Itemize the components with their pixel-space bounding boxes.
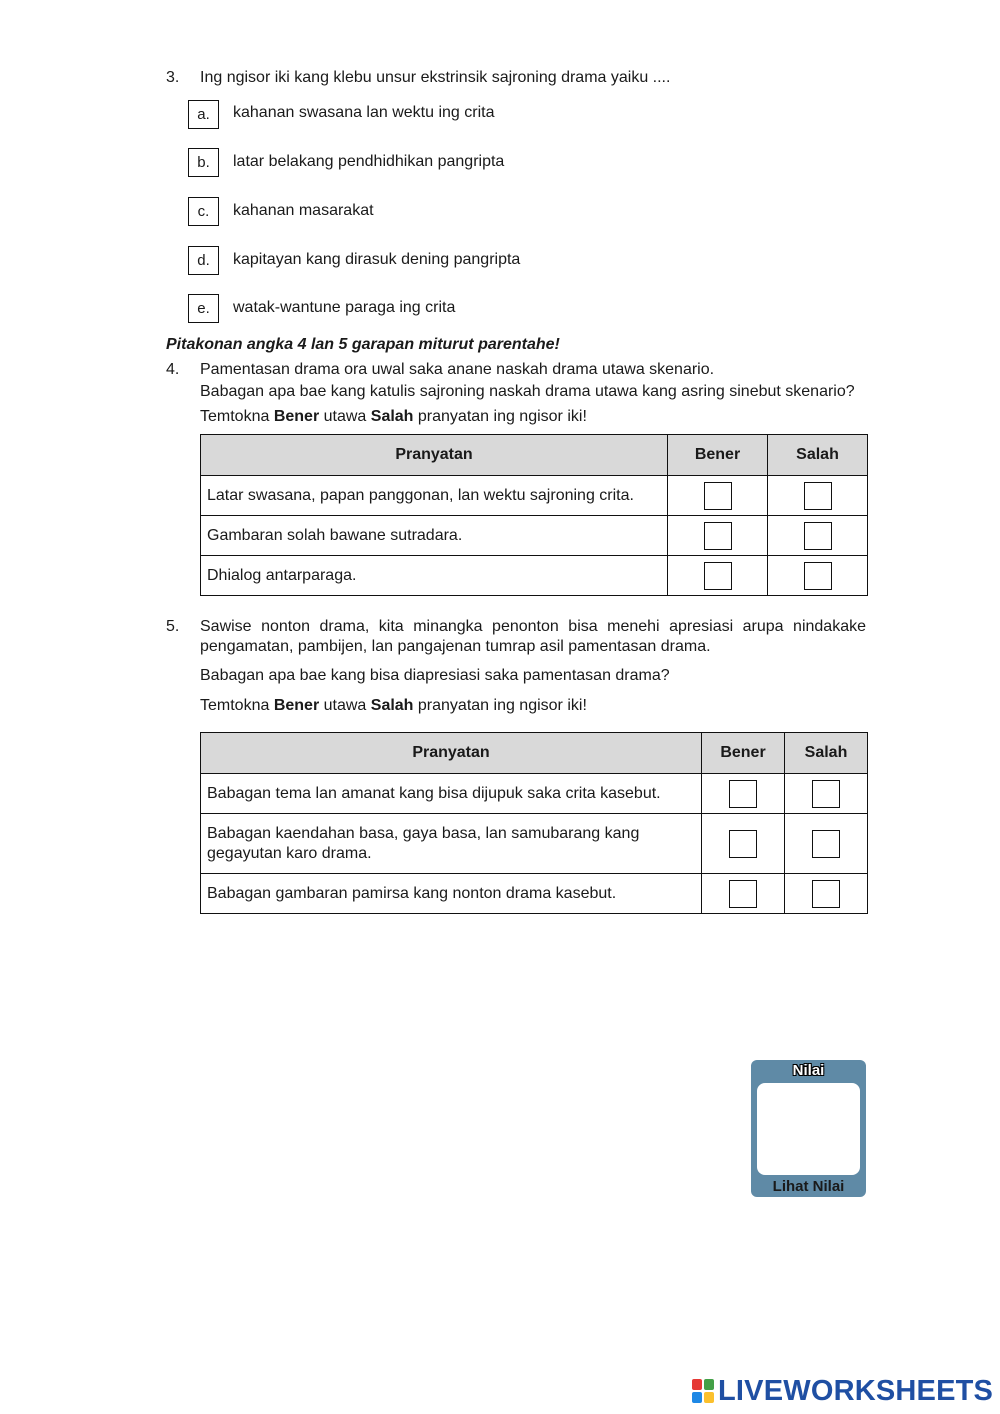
q4-header-true: Bener [668, 435, 768, 476]
q5-header-true: Bener [702, 733, 785, 774]
q4-row3-true-checkbox[interactable] [704, 562, 732, 590]
q5-row2-false-checkbox[interactable] [812, 830, 840, 858]
q4-header-statement: Pranyatan [201, 435, 668, 476]
q4-row2-true-checkbox[interactable] [704, 522, 732, 550]
q4-row1-statement: Latar swasana, papan panggonan, lan wektu sajroning crita. [201, 476, 668, 516]
table-row [201, 476, 868, 516]
q4-header-false: Salah [768, 435, 868, 476]
q4-task: Temtokna Bener utawa Salah pranyatan ing ngisor iki! [200, 408, 587, 425]
q5-table [200, 732, 868, 914]
q4-row1-false-checkbox[interactable] [804, 482, 832, 510]
q5-row3-statement: Babagan gambaran pamirsa kang nonton drama kasebut. [201, 874, 702, 914]
q3-option-a-box[interactable]: a. [188, 100, 219, 129]
q4-row1-true-checkbox[interactable] [704, 482, 732, 510]
q5-row3-true-checkbox[interactable] [729, 880, 757, 908]
q3-option-a-text: kahanan swasana lan wektu ing crita [233, 104, 495, 121]
q3-option-b-box[interactable]: b. [188, 148, 219, 177]
logo-square-red [692, 1379, 702, 1390]
q3-option-d-box[interactable]: d. [188, 246, 219, 275]
q5-row2-true-checkbox[interactable] [729, 830, 757, 858]
q5-row3-false-checkbox[interactable] [812, 880, 840, 908]
q3-option-c-text: kahanan masarakat [233, 202, 374, 219]
q5-row1-statement: Babagan tema lan amanat kang bisa dijupuk saka crita kasebut. [201, 774, 702, 814]
view-score-button[interactable]: Lihat Nilai [772, 1178, 845, 1195]
table-row [201, 516, 868, 556]
q4-number: 4. [166, 361, 180, 378]
q5-number: 5. [166, 618, 180, 635]
q3-option-d-text: kapitayan kang dirasuk dening pangripta [233, 251, 521, 268]
q4-row3-statement: Dhialog antarparaga. [201, 556, 668, 596]
logo-square-blue [692, 1392, 702, 1403]
q3-option-c-box[interactable]: c. [188, 197, 219, 226]
q3-option-e-text: watak-wantune paraga ing crita [233, 299, 456, 316]
score-widget [751, 1060, 866, 1197]
q3-option-b-text: latar belakang pendhidhikan pangripta [233, 153, 505, 170]
logo-text: LIVEWORKSHEETS [718, 1375, 994, 1407]
q5-header-false: Salah [785, 733, 868, 774]
q3-question: Ing ngisor iki kang klebu unsur ekstrinsik sajroning drama yaiku .... [200, 69, 671, 86]
q5-row1-true-checkbox[interactable] [729, 780, 757, 808]
q5-line2: Babagan apa bae kang bisa diapresiasi saka pamentasan drama? [200, 667, 670, 684]
q5-header-statement: Pranyatan [201, 733, 702, 774]
q5-paragraph: Sawise nonton drama, kita minangka penonton bisa menehi apresiasi arupa nindakake pengamatan, pambijen, lan pangajenan tumrap asil pamentasan drama. [200, 618, 866, 655]
q4-row3-false-checkbox[interactable] [804, 562, 832, 590]
liveworksheets-logo [692, 1376, 993, 1406]
logo-square-green [704, 1379, 714, 1390]
q5-row1-false-checkbox[interactable] [812, 780, 840, 808]
logo-square-yellow [704, 1392, 714, 1403]
table-row [201, 774, 868, 814]
table-row [201, 874, 868, 914]
q4-line1: Pamentasan drama ora uwal saka anane naskah drama utawa skenario. [200, 361, 715, 378]
q3-number: 3. [166, 69, 180, 86]
logo-mark-icon [692, 1379, 714, 1403]
q4-row2-false-checkbox[interactable] [804, 522, 832, 550]
q4-table [200, 434, 868, 596]
q5-row2-statement: Babagan kaendahan basa, gaya basa, lan samubarang kang gegayutan karo drama. [201, 814, 702, 874]
q4-row2-statement: Gambaran solah bawane sutradara. [201, 516, 668, 556]
q4-line2: Babagan apa bae kang katulis sajroning naskah drama utawa kang asring sinebut skenario? [200, 383, 855, 400]
q3-option-e-box[interactable]: e. [188, 294, 219, 323]
score-title: Nilai [792, 1062, 825, 1079]
table-row [201, 556, 868, 596]
table-row [201, 814, 868, 874]
q5-task: Temtokna Bener utawa Salah pranyatan ing ngisor iki! [200, 697, 587, 714]
score-display [757, 1083, 860, 1175]
section-instruction: Pitakonan angka 4 lan 5 garapan miturut parentahe! [166, 336, 560, 353]
